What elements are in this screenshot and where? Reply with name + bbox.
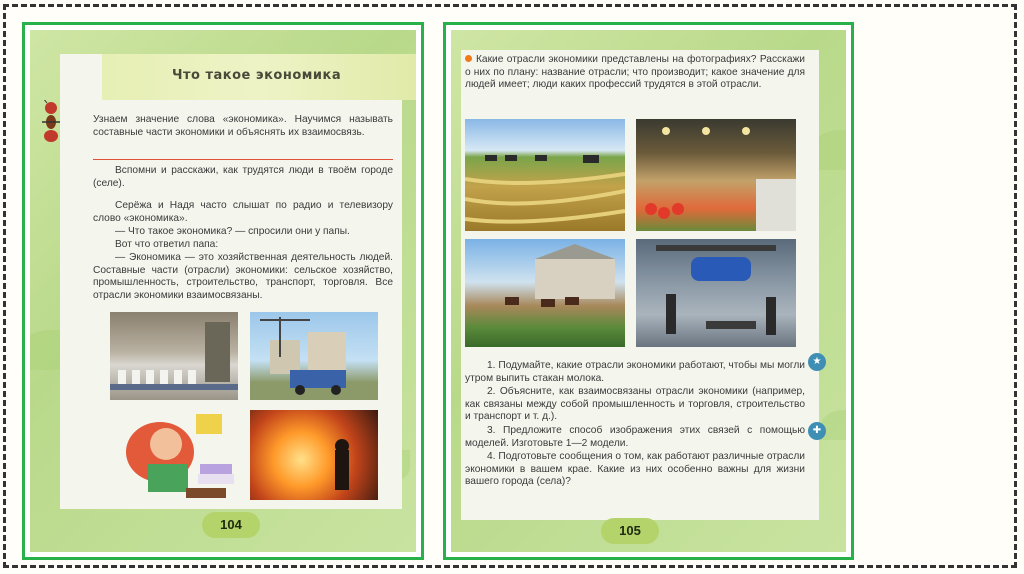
trade-supermarket-photo: [636, 119, 796, 231]
pair-work-icon: ★: [808, 353, 826, 371]
right-page-sheet: [461, 50, 819, 538]
group-work-icon: ✚: [808, 422, 826, 440]
task-1: 1. Подумайте, какие отрасли экономики работают, чтобы мы могли утром выпить стакан молока.: [465, 360, 805, 384]
photo-question: [465, 54, 805, 92]
page-title: Что такое экономика: [172, 68, 342, 83]
task-3: 3. Предложите способ изображения этих связей с помощью моделей. Изготовьте 1—2 модели.: [465, 425, 805, 449]
bullet-icon: [465, 55, 472, 62]
page-number: 104: [202, 512, 260, 538]
page-number: 105: [601, 518, 659, 544]
task-4: 4. Подготовьте сообщения о том, как работают различные отрасли экономики в вашем крае. Какие из них особенно важны для жизни вашего города (села)?: [465, 451, 805, 488]
recall-task: Вспомни и расскажи, как трудятся люди в твоём городе (селе).: [93, 165, 393, 189]
left-page: [30, 30, 416, 552]
right-page-frame: [443, 22, 854, 560]
story-paragraph-3: Вот что ответил папа:: [115, 239, 219, 250]
task-2: 2. Объясните, как взаимосвязаны отрасли экономики (например, как связаны между собой промышленность и торговля, строительство и транспорт и т. д.).: [465, 386, 805, 423]
left-page-frame: [22, 22, 424, 560]
children-with-books-illustration: [108, 394, 240, 504]
car-factory-photo: [636, 239, 796, 347]
photo-question-text: Какие отрасли экономики представлены на фотографиях? Расскажи о них по плану: название отрасли; что производит; какое значение для людей имеет; люди каких профессий трудятся в этой отрасли.: [465, 54, 805, 91]
construction-photo: [250, 312, 378, 400]
ant-mascot-icon: [38, 100, 64, 144]
intro-text: Узнаем значение слова «экономика». Научимся называть составные части экономики и объяснять их взаимосвязь.: [93, 114, 393, 138]
factory-photo: [110, 312, 238, 400]
metallurgy-photo: [250, 410, 378, 500]
right-page: [451, 30, 846, 552]
story-paragraph-1: Серёжа и Надя часто слышат по радио и телевизору слово «экономика».: [93, 200, 393, 224]
left-page-sheet: [60, 54, 402, 532]
livestock-farm-photo: [465, 239, 625, 347]
story-paragraph-2: — Что такое экономика? — спросили они у папы.: [115, 226, 350, 237]
title-band: [102, 54, 416, 100]
divider: [93, 159, 393, 160]
story-paragraph-4: — Экономика — это хозяйственная деятельность людей. Составные части (отрасли) экономики: сельское хозяйство, промышленность, строительство, транспорт, торговля. Все отрасли экономики взаимосвязаны.: [93, 252, 393, 301]
agriculture-photo: [465, 119, 625, 231]
